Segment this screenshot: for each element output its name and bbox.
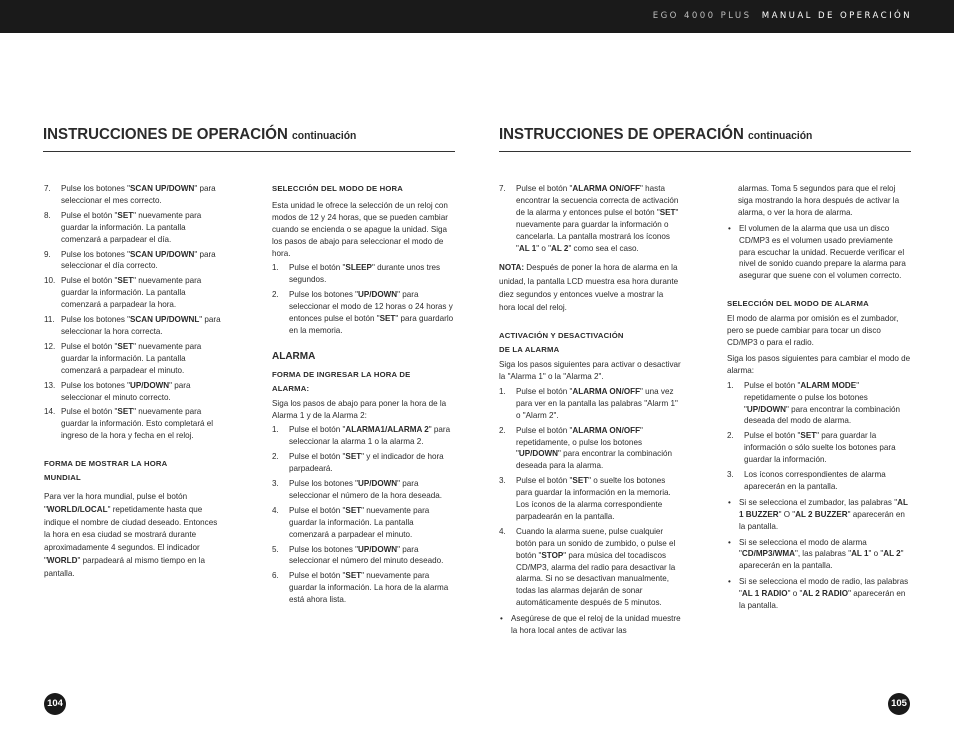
list-text: Pulse los botones "UP/DOWN" para seleccionar el número de la hora deseada. (289, 479, 442, 500)
list-item (44, 183, 222, 207)
left-page-title (43, 126, 356, 144)
list-text: Cuando la alarma suene, pulse cualquier botón para un sonido de zumbido, o pulse el botón "STOP" para música del tocadiscos CD/MP3, alarma del radio para desactivar la alarma. Si no se desactivan manualmente, todas las alarmas dejarán de sonar automáticamente después de 5 minutos. (516, 526, 676, 608)
button-name: ALARM MODE (800, 380, 857, 390)
bullet-text: Si se selecciona el zumbador, las palabras "AL 1 BUZZER" O "AL 2 BUZZER" aparecerán en la pantalla. (739, 497, 908, 531)
button-name: SET (117, 407, 134, 417)
list-number: 1. (272, 263, 279, 273)
button-name: SET (117, 210, 134, 220)
page-number-left: 104 (44, 693, 66, 715)
left-title-rule (43, 151, 455, 152)
button-name: SET (117, 276, 134, 286)
button-name: AL 1 (518, 243, 537, 253)
bullet-item (499, 613, 681, 637)
list-number: 1. (272, 425, 279, 435)
note-paragraph (499, 261, 681, 314)
list-number: 7. (44, 184, 51, 193)
button-name: SET (379, 314, 396, 324)
button-name: UP/DOWN (358, 290, 398, 300)
button-name: SET (345, 505, 362, 515)
list-text: Pulse los botones "SCAN UP/DOWN" para seleccionar el día correcto. (61, 249, 216, 271)
list-text: Pulse los botones "UP/DOWN" para seleccionar el número del minuto deseado. (289, 544, 444, 566)
list-text: Pulse el botón "SET" y el indicador de hora parpadeará. (289, 452, 444, 474)
list-item (272, 544, 454, 568)
list-item (44, 406, 222, 442)
list-number: 14. (44, 407, 56, 417)
bullet-text: El volumen de la alarma que usa un disco CD/MP3 es el volumen usado previamente para escuchar la unidad. Recuerde verificar el nivel de sonido cuando prepare la alarma para asegurar que suene con el volumen correcto. (739, 223, 906, 281)
bullet-item (727, 576, 911, 612)
note-label: NOTA: (499, 263, 525, 273)
list-item (44, 380, 222, 404)
bullet-text: Si se selecciona el modo de radio, las palabras "AL 1 RADIO" o "AL 2 RADIO" aparecerán en la pantalla. (739, 577, 909, 611)
heading-alarm: ALARMA (272, 350, 316, 362)
button-name: SCAN UP/DOWN (130, 184, 195, 193)
list-item (499, 475, 681, 523)
button-name: ALARMA1/ALARMA 2 (345, 425, 429, 435)
list-item (44, 314, 222, 338)
button-name: AL 2 (551, 243, 569, 253)
button-name: UP/DOWN (358, 479, 398, 489)
list-text: Pulse el botón "SET" nuevamente para guardar la información. La pantalla comenzará a parpadear el minuto. (61, 341, 202, 375)
left-title-main: INSTRUCCIONES DE OPERACIÓN (43, 126, 288, 143)
bullet-icon: • (728, 497, 731, 507)
column-1 (44, 183, 222, 581)
list-text: Pulse el botón "SET" para guardar la información o sólo suelte los botones para guardar la información. (744, 431, 896, 465)
heading-activation-2: DE LA ALARMA (499, 345, 560, 355)
list-text: Pulse el botón "SET" nuevamente para guardar la información. La pantalla comenzará a parpadear la hora. (61, 276, 202, 310)
list-item (727, 430, 911, 466)
list-text: Pulse el botón "SET" nuevamente para guardar la información. La pantalla comenzará a parpadear el día. (61, 210, 202, 244)
list-text: Pulse los botones "SCAN UP/DOWNL" para seleccionar la hora correcta. (61, 315, 221, 336)
list-number: 10. (44, 276, 56, 286)
button-name: SET (345, 571, 362, 581)
button-name: SET (572, 476, 589, 486)
set-alarm-paragraph: Siga los pasos de abajo para poner la hora de la Alarma 1 y de la Alarma 2: (272, 398, 447, 420)
list-number: 8. (44, 210, 51, 220)
list-item (727, 469, 911, 493)
header-bar (0, 0, 954, 33)
list-item (44, 275, 222, 311)
list-text: Pulse el botón "SET" o suelte los botones para guardar la información en la memoria. Los íconos de la alarma correspondiente parpadearán en la pantalla. (516, 476, 671, 521)
list-text: Pulse el botón "SET" nuevamente para guardar la información. La pantalla comenzará a parpadear el minuto. (289, 505, 430, 539)
bullet-icon: • (500, 614, 503, 624)
list-number: 5. (272, 544, 279, 554)
button-name: WORLD (46, 555, 78, 565)
button-name: ALARMA ON/OFF (572, 184, 641, 193)
button-name: SET (117, 341, 134, 351)
list-item (44, 341, 222, 377)
button-name: AL 2 BUZZER (795, 509, 848, 519)
list-number: 4. (272, 505, 279, 515)
right-page-title (499, 126, 812, 144)
list-item-7 (499, 183, 681, 254)
list-item (272, 451, 454, 475)
list-text: Pulse el botón "ALARMA ON/OFF" hasta encontrar la secuencia correcta de activación de la alarma y entonces pulse el botón "SET" nuevamente para guardar la información o cancelarla. La pantalla mostrará los íconos "AL 1" o "AL 2" como sea el caso. (516, 184, 679, 253)
list-text: Pulse el botón "SET" nuevamente para guardar la información. Esto completará el ingreso de la hora y fecha en el reloj. (61, 407, 214, 441)
list-number: 3. (727, 470, 734, 480)
right-title-main: INSTRUCCIONES DE OPERACIÓN (499, 126, 744, 143)
bullet-icon: • (728, 537, 731, 547)
list-number: 4. (499, 526, 506, 536)
list-number: 11. (44, 315, 55, 325)
list-item (272, 478, 454, 502)
list-text: Pulse los botones "UP/DOWN" para seleccionar el minuto correcto. (61, 380, 191, 402)
list-item (272, 570, 454, 606)
list-number: 2. (272, 290, 279, 300)
list-text: Pulse el botón "SLEEP" durante unos tres segundos. (289, 263, 441, 285)
list-item (499, 526, 681, 609)
bullet-item (727, 537, 911, 573)
alarm-mode-paragraph-1: El modo de alarma por omisión es el zumbador, pero se puede cambiar para tocar un disco CD/MP3 o para el radio. (727, 314, 899, 347)
list-number: 2. (499, 425, 506, 435)
button-name: AL 2 (883, 549, 901, 559)
button-name: ALARMA ON/OFF (572, 425, 641, 435)
list-item (272, 505, 454, 541)
heading-set-alarm-2: ALARMA: (272, 383, 310, 393)
list-text: Pulse los botones "UP/DOWN" para seleccionar el modo de 12 horas o 24 horas y entonces pulse el botón "SET" para guardarlo en la memoria. (289, 290, 454, 335)
column-4 (727, 183, 911, 612)
heading-set-alarm-1: FORMA DE INGRESAR LA HORA DE (272, 369, 411, 379)
button-name: SET (659, 207, 676, 217)
button-name: WORLD/LOCAL (46, 504, 108, 514)
button-name: AL 2 RADIO (802, 589, 849, 599)
heading-world-time-1: FORMA DE MOSTRAR LA HORA (44, 459, 168, 469)
button-name: UP/DOWN (518, 449, 558, 459)
header-text (653, 11, 912, 21)
activation-paragraph: Siga los pasos siguientes para activar o desactivar la "Alarma 1" o la "Alarma 2". (499, 360, 681, 381)
list-text: Pulse el botón "ALARMA ON/OFF" una vez para ver en la pantalla las palabras "Alarm 1" o "Alarm 2". (516, 386, 678, 420)
bullet-item (727, 497, 911, 533)
list-number: 1. (499, 386, 506, 396)
header-title: MANUAL DE OPERACIÓN (761, 11, 912, 21)
heading-alarm-mode: SELECCIÓN DEL MODO DE ALARMA (727, 299, 869, 309)
list-number: 3. (272, 479, 279, 489)
button-name: SCAN UP/DOWN (130, 249, 195, 259)
list-text: Pulse el botón "SET" nuevamente para guardar la información. La hora de la alarma está ahora lista. (289, 571, 449, 605)
continued-paragraph: alarmas. Toma 5 segundos para que el reloj siga mostrando la hora después de activar la alarma, o ver la hora de alarma. (738, 184, 900, 217)
column-2 (272, 183, 454, 606)
list-number: 13. (44, 380, 56, 390)
list-number: 2. (727, 431, 734, 441)
button-name: AL 1 BUZZER (739, 497, 908, 519)
list-text: Pulse el botón "ALARMA1/ALARMA 2" para seleccionar la alarma 1 o la alarma 2. (289, 425, 451, 447)
right-title-rule (499, 151, 911, 152)
list-item (272, 289, 454, 337)
list-number: 9. (44, 249, 51, 259)
header-brand: EGO 4000 PLUS (652, 11, 752, 21)
button-name: AL 1 RADIO (741, 589, 788, 599)
button-name: SET (345, 452, 362, 462)
button-name: SLEEP (345, 263, 372, 273)
alarm-mode-paragraph-2: Siga los pasos siguientes para cambiar el modo de alarma: (727, 353, 911, 375)
list-item (499, 386, 681, 422)
button-name: AL 1 (851, 549, 869, 559)
time-mode-paragraph: Esta unidad le ofrece la selección de un reloj con modos de 12 y 24 horas, que se pueden cambiar cuando se encienda o se apague la unidad. Siga los pasos de abajo para seleccionar el modo de hora. (272, 200, 448, 258)
list-item (44, 249, 222, 273)
list-item (44, 210, 222, 246)
left-title-sub: continuación (292, 130, 357, 142)
page-number-right: 105 (888, 693, 910, 715)
list-number: 7. (499, 184, 506, 193)
heading-activation-1: ACTIVACIÓN Y DESACTIVACIÓN (499, 331, 624, 341)
note-text: Después de poner la hora de alarma en la unidad, la pantalla LCD muestra esa hora durante diez segundos y entonces vuelve a mostrar la hora local del reloj. (499, 263, 679, 313)
list-text: Los íconos correspondientes de alarma aparecerán en la pantalla. (744, 470, 886, 491)
list-item (272, 262, 454, 286)
list-item (727, 380, 911, 428)
list-item (499, 425, 681, 473)
list-number: 3. (499, 476, 506, 486)
right-title-sub: continuación (748, 130, 813, 142)
list-number: 12. (44, 341, 56, 351)
button-name: UP/DOWN (746, 404, 786, 414)
button-name: CD/MP3/WMA (741, 549, 795, 559)
list-item (272, 424, 454, 448)
list-number: 6. (272, 571, 279, 581)
list-text: Pulse los botones "SCAN UP/DOWN" para seleccionar el mes correcto. (61, 184, 216, 205)
list-text: Pulse el botón "ALARM MODE" repetidamente o pulse los botones "UP/DOWN" para encontrar la combinación deseada del modo de alarma. (744, 380, 901, 426)
button-name: STOP (541, 550, 564, 560)
button-name: ALARMA ON/OFF (572, 386, 641, 396)
bullet-text: Si se selecciona el modo de alarma "CD/MP3/WMA", las palabras "AL 1" o "AL 2" aparecerán en la pantalla. (739, 537, 904, 571)
button-name: UP/DOWN (358, 544, 398, 554)
column-3 (499, 183, 681, 637)
world-time-paragraph: Para ver la hora mundial, pulse el botón "WORLD/LOCAL" repetidamente hasta que indique el nombre de ciudad deseado. Entonces la hora en esa ciudad se mostrará durante aproximadamente 4 segundos. El indicador "WORLD" parpadeará al mismo tiempo en la pantalla. (44, 491, 218, 578)
list-number: 2. (272, 452, 279, 462)
list-text: Pulse el botón "ALARMA ON/OFF" repetidamente, o pulse los botones "UP/DOWN" para encontrar la combinación deseada para la alarma. (516, 425, 673, 471)
button-name: UP/DOWN (130, 380, 170, 390)
bullet-item (727, 223, 911, 283)
button-name: SET (800, 431, 817, 441)
list-number: 1. (727, 380, 734, 390)
bullet-icon: • (728, 577, 731, 587)
heading-world-time-2: MUNDIAL (44, 473, 81, 483)
heading-time-mode: SELECCIÓN DEL MODO DE HORA (272, 184, 404, 193)
bullet-text: Asegúrese de que el reloj de la unidad muestre la hora local antes de activar las (511, 614, 681, 636)
bullet-icon: • (728, 223, 731, 233)
button-name: SCAN UP/DOWNL (130, 315, 200, 325)
